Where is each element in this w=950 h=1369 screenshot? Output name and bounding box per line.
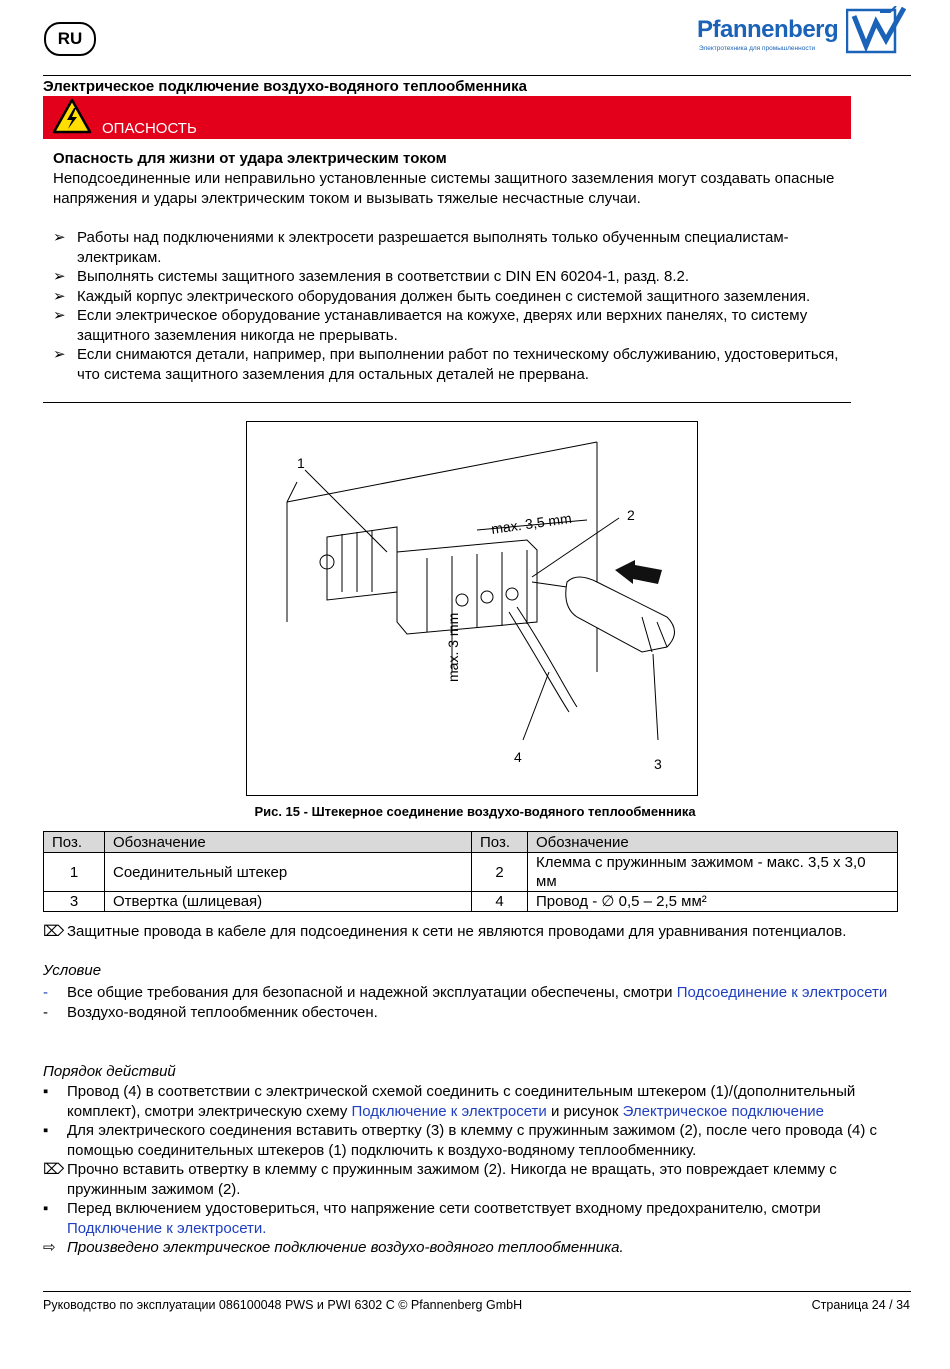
footer-page-number: Страница 24 / 34 <box>811 1298 910 1312</box>
danger-end-rule <box>43 402 851 403</box>
plug-connection-drawing <box>247 422 697 795</box>
note-block: ⌦ Прочно вставить отвертку в клемму с пружинным зажимом (2). Никогда не вращать, это повреждает клемму с пружинным зажимом (2). <box>43 1161 837 1198</box>
logo-tagline: Электротехника для промышленности <box>699 45 816 52</box>
list-item: ➢ Если электрическое оборудование устанавливается на кожухе, дверях или верхних панелях, то систему защитного заземления никогда не прерывать. <box>53 307 808 344</box>
figure-caption: Рис. 15 - Штекерное соединение воздухо-водяного теплообменника <box>254 804 696 819</box>
arrow-bullet-icon: ➢ <box>53 307 66 324</box>
table-cell: Клемма с пружинным зажимом - макс. 3,5 x 3,0 мм <box>528 853 898 892</box>
position-table <box>43 831 898 912</box>
arrow-bullet-icon: ➢ <box>53 268 66 285</box>
list-item: - Воздухо-водяной теплообменник обесточен. <box>43 1003 378 1021</box>
callout-3: 3 <box>654 756 662 772</box>
link-power-connection[interactable]: Подсоединение к электросети <box>676 984 888 1001</box>
procedure-list <box>43 1082 903 1258</box>
logo-name: Pfannenberg <box>697 16 839 43</box>
callout-4: 4 <box>514 749 522 765</box>
table-cell: 3 <box>44 892 105 912</box>
callout-2: 2 <box>627 507 635 523</box>
link-power-connection[interactable]: Подключение к электросети. <box>67 1219 267 1237</box>
danger-measures-list <box>53 228 843 384</box>
table-cell: Соединительный штекер <box>105 853 472 892</box>
table-row <box>44 892 898 912</box>
pfannenberg-logo-icon <box>846 6 908 54</box>
list-item: ➢ Выполнять системы защитного заземления в соответствии с DIN EN 60204-1, разд. 8.2. <box>53 268 690 285</box>
figure-frame <box>246 421 698 796</box>
link-power-connection[interactable]: Подключение к электросети <box>351 1102 547 1120</box>
note-text: Защитные провода в кабеле для подсоединения к сети не являются проводами для уравнивания потенциалов. <box>67 923 847 940</box>
table-header: Обозначение <box>105 832 472 853</box>
dash-bullet-icon: - <box>43 984 48 1001</box>
table-row <box>44 853 898 892</box>
note-pointer-icon: ⌦ <box>43 1161 65 1178</box>
footer-document-info: Руководство по эксплуатации 086100048 PWS и PWI 6302 C © Pfannenberg GmbH <box>43 1298 523 1312</box>
footer-rule <box>43 1291 911 1292</box>
callout-1: 1 <box>297 455 305 471</box>
arrow-bullet-icon: ➢ <box>53 229 66 246</box>
danger-heading: Опасность для жизни от удара электрическим током <box>53 150 447 167</box>
dimension-horizontal: max. 3,5 mm <box>490 509 573 537</box>
result-line: ⇨ Произведено электрическое подключение воздухо-водяного теплообменника. <box>43 1239 624 1256</box>
list-item: ▪ Перед включением удостовериться, что напряжение сети соответствует входному предохранителю, смотри Подключение к электросети. <box>43 1200 821 1237</box>
note-pointer-icon: ⌦ <box>43 923 65 940</box>
list-item: ➢ Если снимаются детали, например, при выполнении работ по техническому обслуживанию, удостовериться, что система защитного заземления для остальных деталей не прервана. <box>53 346 839 383</box>
table-cell: Отвертка (шлицевая) <box>105 892 472 912</box>
link-electrical-connection[interactable]: Электрическое подключение <box>622 1102 825 1120</box>
danger-description: Неподсоединенные или неправильно установленные системы защитного заземления могут создавать опасные напряжения и удары электрическим током и вызывать тяжелые несчастные случаи. <box>53 170 835 207</box>
table-header: Обозначение <box>528 832 898 853</box>
result-arrow-icon: ⇨ <box>43 1239 56 1256</box>
language-badge: RU <box>44 22 96 56</box>
section-title: Электрическое подключение воздухо-водяного теплообменника <box>43 78 527 95</box>
square-bullet-icon: ▪ <box>43 1083 49 1100</box>
table-header: Поз. <box>472 832 528 853</box>
list-item: ▪ Провод (4) в соответствии с электрической схемой соединить с соединительным штекером (1)/(дополнительный комплект), смотри электрическую схему Подключение к электросети и рисунок Электрическое подключение <box>43 1083 856 1120</box>
table-header-row <box>44 832 898 853</box>
table-cell: 2 <box>472 853 528 892</box>
electric-hazard-icon <box>52 98 92 134</box>
square-bullet-icon: ▪ <box>43 1200 49 1217</box>
list-item: ▪ Для электрического соединения вставить отвертку (3) в клемму с пружинным зажимом (2), после чего провода (4) с помощью соединительных штекеров (1) подключить к воздухо-водяному теплообменнику. <box>43 1122 878 1159</box>
dimension-vertical: max. 3 mm <box>445 612 461 682</box>
list-item: ➢ Каждый корпус электрического оборудования должен быть соединен с системой защитного заземления. <box>53 287 811 305</box>
square-bullet-icon: ▪ <box>43 1122 49 1139</box>
procedure-heading: Порядок действий <box>43 1063 176 1080</box>
danger-label: ОПАСНОСТЬ <box>102 120 197 137</box>
note-block <box>43 922 903 942</box>
list-item: - Все общие требования для безопасной и надежной эксплуатации обеспечены, смотри Подсоединение к электросети <box>43 984 888 1001</box>
table-cell: Провод - ∅ 0,5 – 2,5 мм² <box>528 892 898 912</box>
header-rule <box>43 75 911 76</box>
arrow-bullet-icon: ➢ <box>53 346 66 363</box>
arrow-bullet-icon: ➢ <box>53 287 66 305</box>
condition-heading: Условие <box>43 962 102 979</box>
condition-list <box>43 983 903 1022</box>
list-item: ➢ Работы над подключениями к электросети разрешается выполнять только обученным специалистам-электрикам. <box>53 229 789 266</box>
table-cell: 1 <box>44 853 105 892</box>
table-header: Поз. <box>44 832 105 853</box>
push-arrow-icon <box>615 560 662 584</box>
dash-bullet-icon: - <box>43 1003 48 1021</box>
table-cell: 4 <box>472 892 528 912</box>
